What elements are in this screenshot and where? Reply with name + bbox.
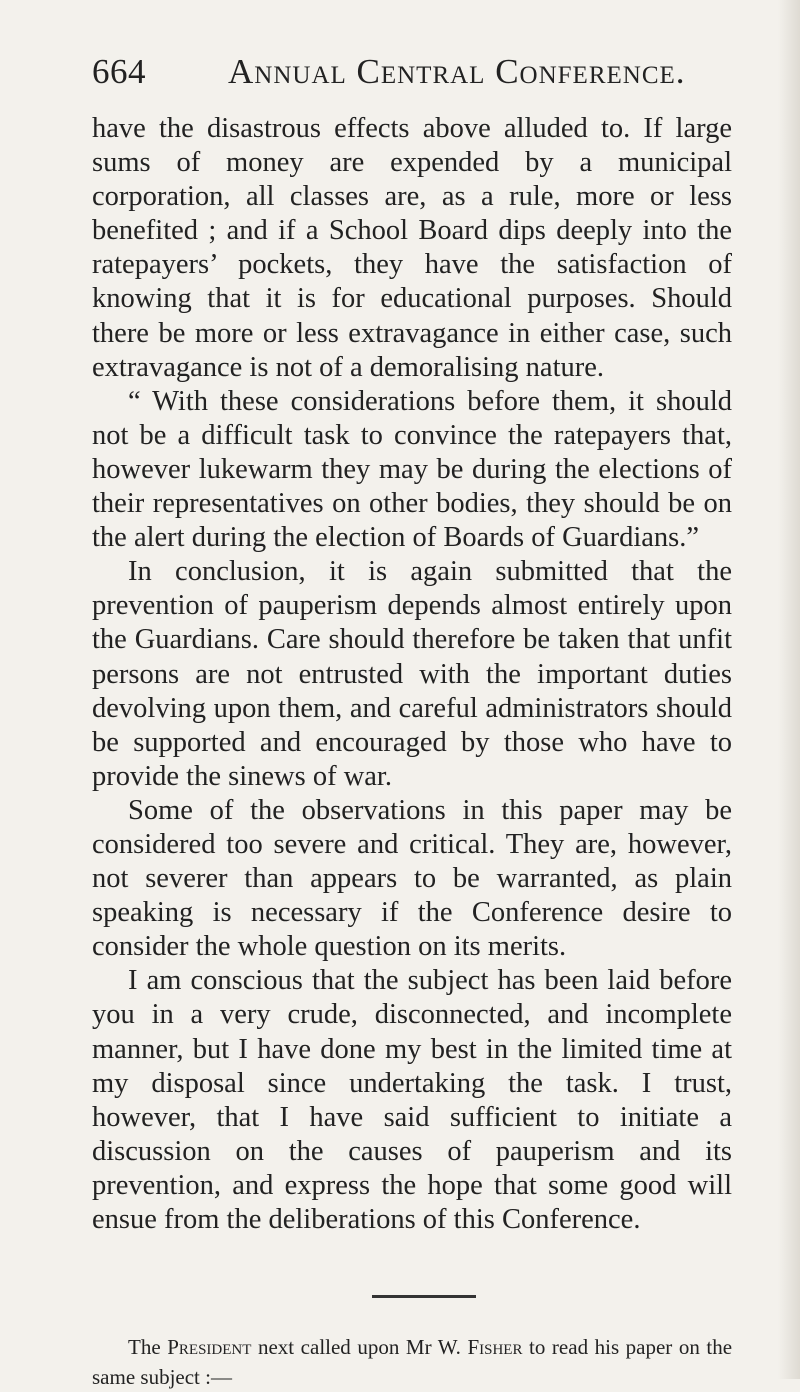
closing-lead: The [128,1335,161,1359]
closing-middle: next called upon Mr W. [257,1335,461,1359]
page-number: 664 [92,52,146,91]
closing-tail: to read his paper on the same subject :— [92,1335,733,1389]
closing-paragraph [92,1332,732,1392]
section-divider [372,1295,476,1298]
running-title: Annual Central Conference. [228,52,686,91]
page-header [92,52,732,102]
closing-note [92,1332,732,1392]
body-text [92,112,732,1237]
president-name: President [167,1335,252,1359]
paragraph: “ With these considerations before them, it should not be a difficult task to convince the ratepayers that, however lukewarm they may be during the elections of their representatives on other bodies, they should be on the alert during the election of Boards of Guardians.” [92,385,732,554]
paragraph: I am conscious that the subject has been laid before you in a very crude, disconnected, and incomplete manner, but I have done my best in the limited time at my disposal since undertaking the task. I trust, however, that I have said sufficient to initiate a discussion on the causes of pauperism and its prevention, and express the hope that some good will ensue from the deliberations of this Conference. [92,965,732,1235]
paragraph: Some of the observations in this paper may be considered too severe and critical. They are, however, not severer than appears to be warranted, as plain speaking is necessary if the Conference desire to consider the whole question on its merits. [92,794,732,963]
paragraph: In conclusion, it is again submitted that the prevention of pauperism depends almost entirely upon the Guardians. Care should therefore be taken that unfit persons are not entrusted with the important duties devolving upon them, and careful administrators should be supported and encouraged by those who have to provide the sinews of war. [92,556,732,792]
page-edge-shadow [778,0,800,1379]
fisher-name: Fisher [467,1335,523,1359]
paragraph: have the disastrous effects above alluded to. If large sums of money are expended by a municipal corporation, all classes are, as a rule, more or less benefited ; and if a School Board dips deeply into the ratepayers’ pockets, they have the satisfaction of knowing that it is for educational purposes. Should there be more or less extravagance in either case, such extravagance is not of a demoralising nature. [92,113,732,383]
